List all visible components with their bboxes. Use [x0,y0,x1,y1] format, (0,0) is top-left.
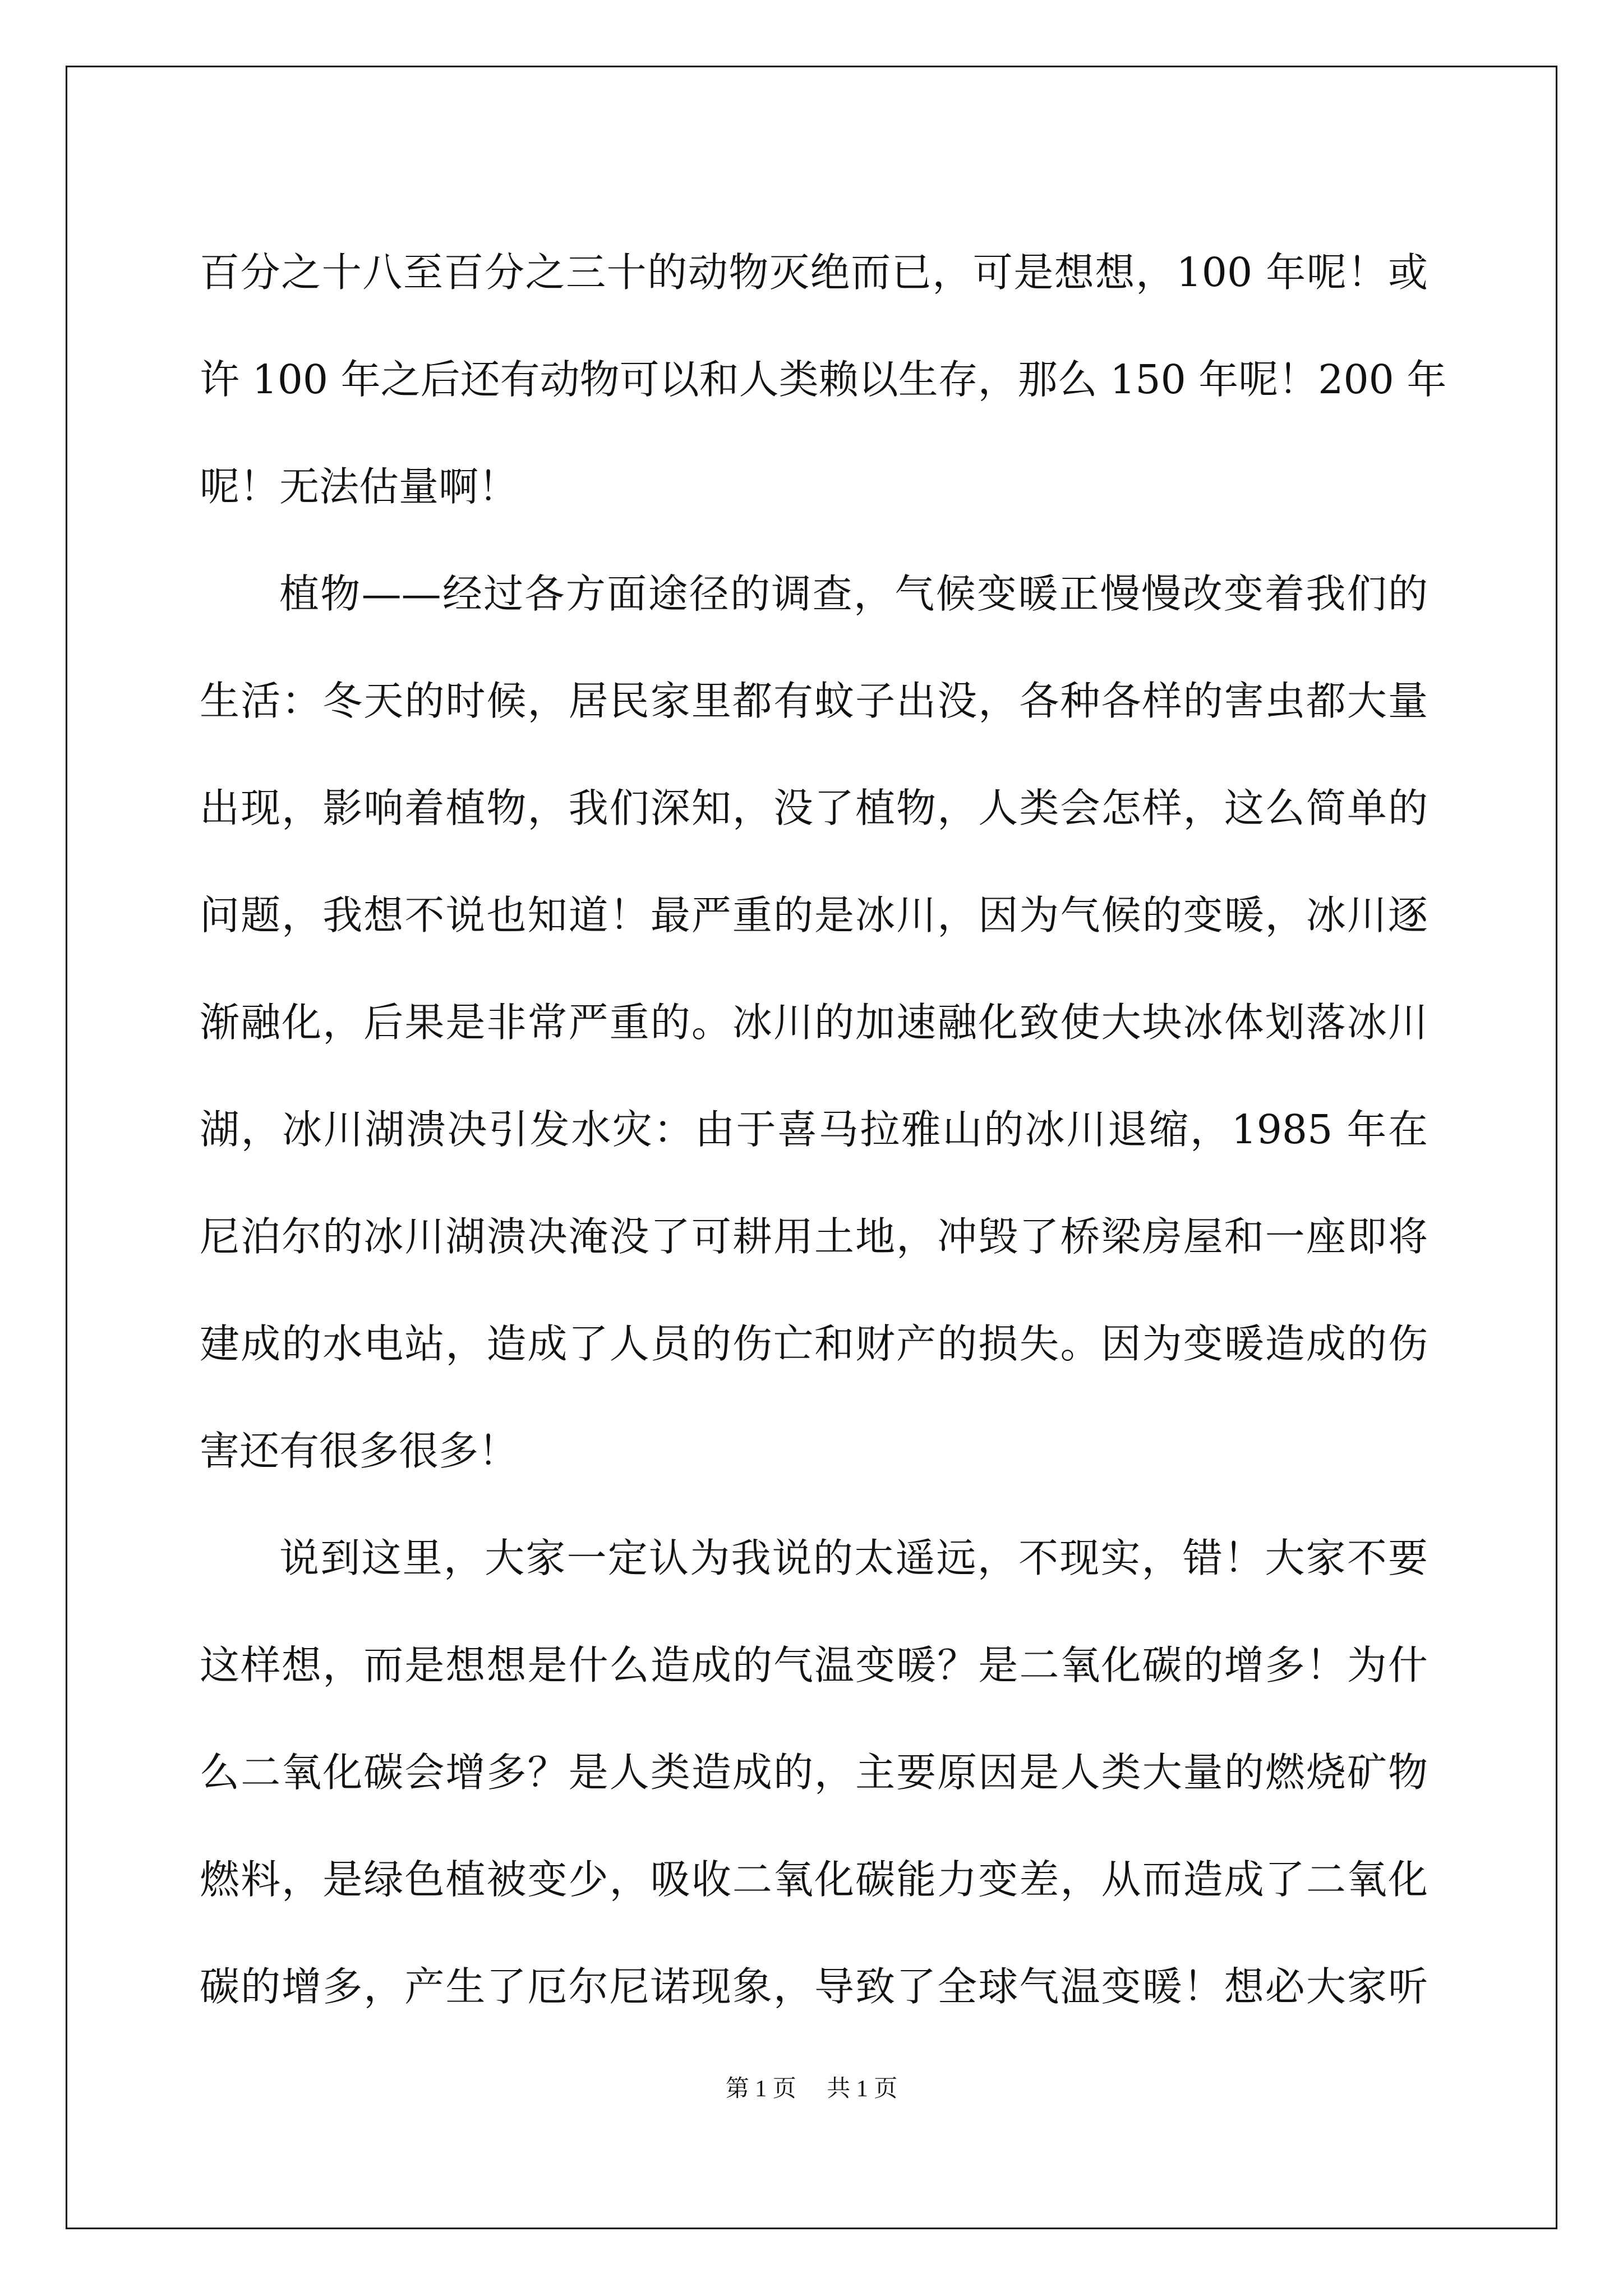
text-line: 问题，我想不说也知道！最严重的是冰川，因为气候的变暖，冰川逐 [200,892,1428,938]
text-line: 么二氧化碳会增多？是人类造成的，主要原因是人类大量的燃烧矿物 [200,1749,1428,1796]
page-number-total: 共 1 页 [827,2076,898,2102]
text-line: 燃料，是绿色植被变少，吸收二氧化碳能力变差，从而造成了二氧化 [200,1856,1428,1903]
page-number-current: 第 1 页 [725,2076,796,2102]
text-line: 渐融化，后果是非常严重的。冰川的加速融化致使大块冰体划落冰川 [200,999,1428,1046]
text-line: 呢！无法估量啊！ [200,463,519,510]
text-line: 这样想，而是想想是什么造成的气温变暖？是二氧化碳的增多！为什 [200,1642,1428,1688]
text-line: 出现，影响着植物，我们深知，没了植物，人类会怎样，这么简单的 [200,785,1428,831]
paragraph-start-line: 说到这里，大家一定认为我说的太遥远，不现实，错！大家不要 [279,1535,1428,1581]
paragraph-start-line: 植物——经过各方面途径的调查，气候变暖正慢慢改变着我们的 [279,570,1428,617]
text-line: 许 100 年之后还有动物可以和人类赖以生存，那么 150 年呢！200 年 [200,356,1447,403]
text-line: 建成的水电站，造成了人员的伤亡和财产的损失。因为变暖造成的伤 [200,1320,1428,1367]
page-footer [0,2070,1623,2104]
text-line: 生活：冬天的时候，居民家里都有蚊子出没，各种各样的害虫都大量 [200,678,1428,724]
text-line: 湖，冰川湖溃决引发水灾：由于喜马拉雅山的冰川退缩，1985 年在 [200,1106,1428,1153]
text-line: 百分之十八至百分之三十的动物灭绝而已，可是想想，100 年呢！或 [200,249,1428,296]
text-line: 害还有很多很多！ [200,1428,519,1474]
document-body [200,219,1447,2040]
text-line: 尼泊尔的冰川湖溃决淹没了可耕用土地，冲毁了桥梁房屋和一座即将 [200,1213,1428,1260]
text-line: 碳的增多，产生了厄尔尼诺现象，导致了全球气温变暖！想必大家听 [200,1963,1428,2010]
